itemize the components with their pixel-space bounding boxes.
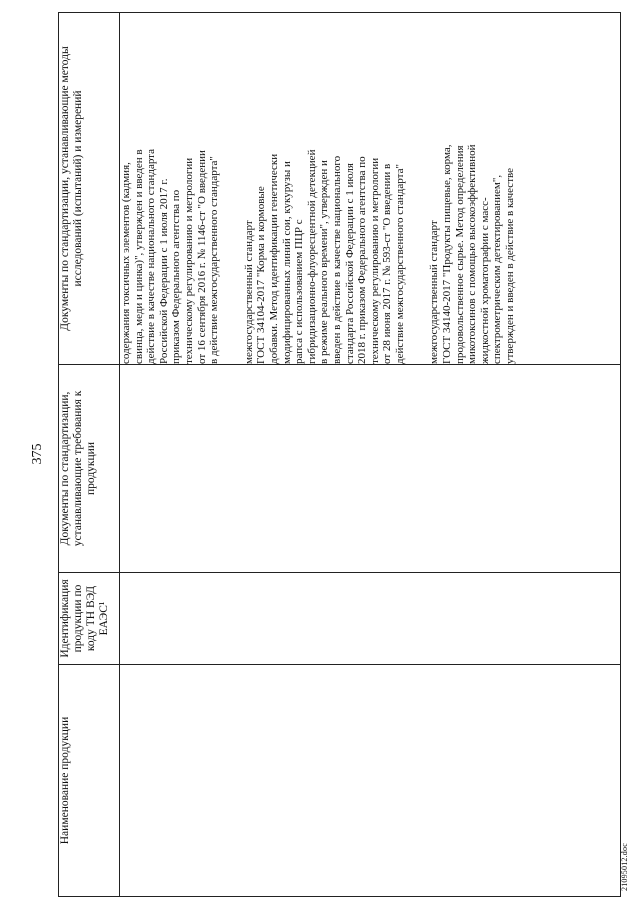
cell-method-docs [120, 13, 621, 365]
cell-requirements-docs [120, 365, 621, 573]
standards-table [58, 12, 621, 897]
document-file-id: 21095012.doc [620, 843, 629, 891]
table-row [120, 13, 621, 897]
page-number: 375 [30, 443, 45, 465]
method-doc-entry: содержания токсичных элементов (кадмия, свинца, меди и цинка)", утвержден и введен в действие в качестве национального стандарта Российской Федерации с 1 июля 2017 г. приказом Федерального агентства по техническому регулированию и метрологии от 16 сентября 2016 г. № 1146-ст "О введении в действие межгосударственного стандарта" [120, 148, 221, 364]
method-doc-entry: межгосударственный стандарт ГОСТ 34104-2017 "Корма и кормовые добавки. Метод идентификации генетически модифицированных линий сои, кукурузы и рапса с использованием ПЦР с гибридизационно-флуоресцентной детекцией в режиме реального времени", утвержден и введен в действие в качестве национального стандарта Российской Федерации с 1 июля 2018 г. приказом Федерального агентства по техническому регулированию и метрологии от 28 июня 2017 г. № 593-ст "О введении в действие межгосударственного стандарта" [242, 149, 406, 364]
header-requirements-docs: Документы по стандартизации, устанавливающие требования к продукции [59, 365, 120, 573]
cell-product-name [120, 665, 621, 897]
method-doc-entry: межгосударственный стандарт ГОСТ 34140-2017 "Продукты пищевые, корма, продовольственное сырье. Метод определения микотоксинов с помощью высокоэффективной жидкостной хроматографии с масс- спектрометрическим детектированием", утвержден и введен в действие в качестве [428, 144, 517, 364]
cell-tnved-code [120, 573, 621, 665]
header-method-docs: Документы по стандартизации, устанавливающие методы исследований (испытаний) и измерений [59, 13, 120, 365]
header-tnved-code: Идентификация продукции по коду ТН ВЭД ЕАЭС¹ [59, 573, 120, 665]
header-product-name: Наименование продукции [59, 665, 120, 897]
table-header-row [59, 13, 120, 897]
